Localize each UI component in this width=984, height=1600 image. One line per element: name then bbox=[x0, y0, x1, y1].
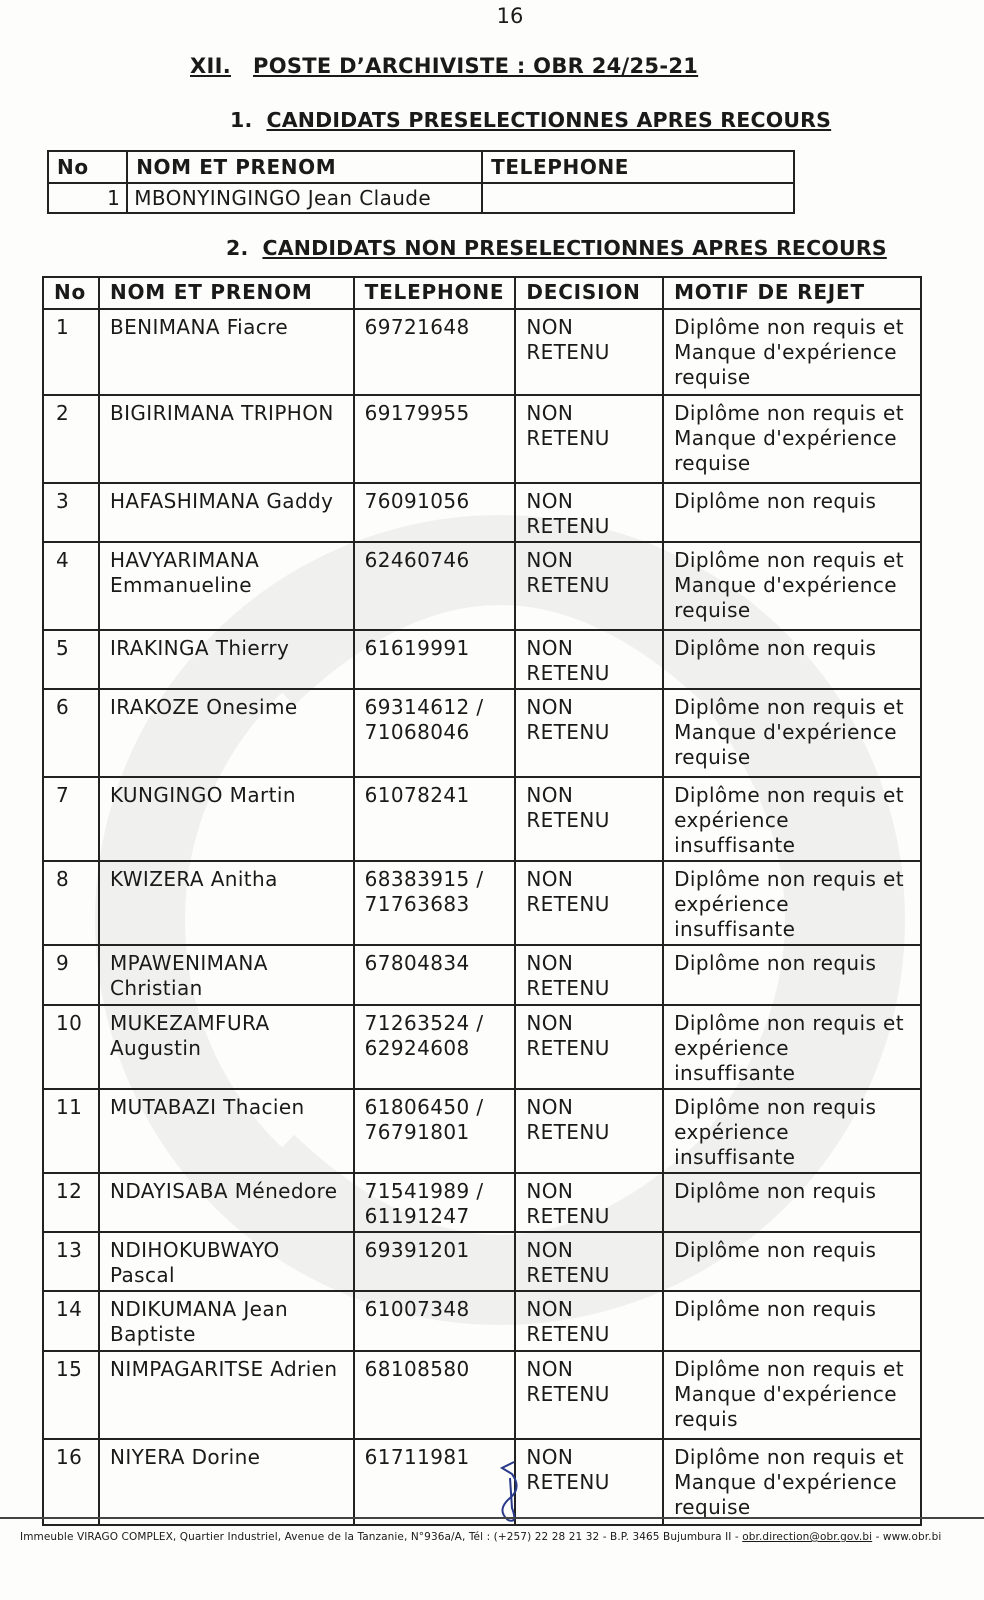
cell-decision: NON RETENU bbox=[515, 945, 663, 1005]
cell-name: MPAWENIMANA Christian bbox=[99, 945, 354, 1005]
cell-decision: NON RETENU bbox=[515, 1005, 663, 1089]
table-row bbox=[43, 1089, 921, 1173]
cell-motif: Diplôme non requis et Manque d'expérience requis bbox=[663, 1351, 921, 1439]
cell-phone: 61619991 bbox=[354, 630, 516, 689]
preselected-table bbox=[47, 150, 795, 214]
cell-phone: 62460746 bbox=[354, 542, 516, 630]
cell-decision: NON RETENU bbox=[515, 630, 663, 689]
cell-name: MUTABAZI Thacien bbox=[99, 1089, 354, 1173]
cell-no: 12 bbox=[43, 1173, 99, 1232]
cell-name: BENIMANA Fiacre bbox=[99, 309, 354, 395]
table-row bbox=[43, 1173, 921, 1232]
cell-motif: Diplôme non requis et expérience insuffisante bbox=[663, 777, 921, 861]
section-title-text: POSTE D’ARCHIVISTE : OBR 24/25-21 bbox=[253, 54, 699, 78]
header-phone: TELEPHONE bbox=[354, 277, 516, 309]
table-row bbox=[43, 1439, 921, 1525]
cell-phone: 69179955 bbox=[354, 395, 516, 483]
section-number: XII. bbox=[190, 54, 231, 78]
table-row bbox=[43, 1005, 921, 1089]
cell-decision: NON RETENU bbox=[515, 1439, 663, 1525]
table-row bbox=[43, 483, 921, 542]
table-row bbox=[48, 183, 794, 213]
table-row bbox=[43, 945, 921, 1005]
header-name: NOM ET PRENOM bbox=[127, 151, 482, 183]
cell-decision: NON RETENU bbox=[515, 861, 663, 945]
cell-name: IRAKINGA Thierry bbox=[99, 630, 354, 689]
header-no: No bbox=[43, 277, 99, 309]
header-no: No bbox=[48, 151, 127, 183]
cell-no: 1 bbox=[43, 309, 99, 395]
preselected-number: 1. bbox=[230, 108, 253, 132]
cell-phone: 61007348 bbox=[354, 1291, 516, 1351]
cell-no: 6 bbox=[43, 689, 99, 777]
cell-motif: Diplôme non requis bbox=[663, 630, 921, 689]
cell-no: 13 bbox=[43, 1232, 99, 1291]
table-row bbox=[43, 309, 921, 395]
footer bbox=[20, 1531, 980, 1543]
cell-decision: NON RETENU bbox=[515, 1232, 663, 1291]
cell-no: 10 bbox=[43, 1005, 99, 1089]
table-row bbox=[43, 861, 921, 945]
cell-no: 1 bbox=[48, 183, 127, 213]
cell-no: 14 bbox=[43, 1291, 99, 1351]
preselected-heading bbox=[230, 108, 831, 132]
cell-name: BIGIRIMANA TRIPHON bbox=[99, 395, 354, 483]
cell-decision: NON RETENU bbox=[515, 1291, 663, 1351]
cell-phone: 69314612 / 71068046 bbox=[354, 689, 516, 777]
cell-phone: 68108580 bbox=[354, 1351, 516, 1439]
cell-phone: 69391201 bbox=[354, 1232, 516, 1291]
cell-name: NIYERA Dorine bbox=[99, 1439, 354, 1525]
cell-name: IRAKOZE Onesime bbox=[99, 689, 354, 777]
cell-name: NDIKUMANA Jean Baptiste bbox=[99, 1291, 354, 1351]
cell-no: 9 bbox=[43, 945, 99, 1005]
cell-motif: Diplôme non requis bbox=[663, 483, 921, 542]
cell-motif: Diplôme non requis expérience insuffisante bbox=[663, 1089, 921, 1173]
cell-no: 16 bbox=[43, 1439, 99, 1525]
cell-motif: Diplôme non requis et expérience insuffisante bbox=[663, 861, 921, 945]
cell-name: MUKEZAMFURA Augustin bbox=[99, 1005, 354, 1089]
cell-phone: 71541989 / 61191247 bbox=[354, 1173, 516, 1232]
cell-name: NDIHOKUBWAYO Pascal bbox=[99, 1232, 354, 1291]
cell-name: NIMPAGARITSE Adrien bbox=[99, 1351, 354, 1439]
cell-phone: 76091056 bbox=[354, 483, 516, 542]
cell-decision: NON RETENU bbox=[515, 777, 663, 861]
header-decision: DECISION bbox=[515, 277, 663, 309]
footer-website: - www.obr.bi bbox=[872, 1531, 942, 1543]
cell-decision: NON RETENU bbox=[515, 309, 663, 395]
preselected-header-row bbox=[48, 151, 794, 183]
cell-name: MBONYINGINGO Jean Claude bbox=[127, 183, 482, 213]
cell-motif: Diplôme non requis et Manque d'expérience requise bbox=[663, 542, 921, 630]
cell-decision: NON RETENU bbox=[515, 542, 663, 630]
cell-decision: NON RETENU bbox=[515, 1173, 663, 1232]
cell-no: 5 bbox=[43, 630, 99, 689]
section-title bbox=[190, 54, 698, 78]
cell-phone: 61078241 bbox=[354, 777, 516, 861]
cell-motif: Diplôme non requis et Manque d'expérience requise bbox=[663, 689, 921, 777]
table-row bbox=[43, 395, 921, 483]
cell-motif: Diplôme non requis et Manque d'expérience requise bbox=[663, 1439, 921, 1525]
cell-motif: Diplôme non requis et expérience insuffisante bbox=[663, 1005, 921, 1089]
cell-decision: NON RETENU bbox=[515, 1089, 663, 1173]
header-name: NOM ET PRENOM bbox=[99, 277, 354, 309]
cell-decision: NON RETENU bbox=[515, 689, 663, 777]
cell-name: NDAYISABA Ménedore bbox=[99, 1173, 354, 1232]
table-row bbox=[43, 1351, 921, 1439]
cell-no: 2 bbox=[43, 395, 99, 483]
cell-phone: 61711981 bbox=[354, 1439, 516, 1525]
cell-motif: Diplôme non requis et Manque d'expérience requise bbox=[663, 309, 921, 395]
page-number: 16 bbox=[496, 4, 524, 28]
table-row bbox=[43, 1291, 921, 1351]
not-preselected-table bbox=[42, 276, 922, 1526]
cell-name: KUNGINGO Martin bbox=[99, 777, 354, 861]
header-motif: MOTIF DE REJET bbox=[663, 277, 921, 309]
not-preselected-heading bbox=[226, 236, 887, 260]
footer-divider bbox=[0, 1517, 984, 1519]
footer-address: Immeuble VIRAGO COMPLEX, Quartier Industriel, Avenue de la Tanzanie, N°936a/A, Tél : (+257) 22 28 21 32 - B.P. 3465 Bujumbura II - bbox=[20, 1531, 743, 1543]
cell-motif: Diplôme non requis et Manque d'expérience requise bbox=[663, 395, 921, 483]
cell-phone: 61806450 / 76791801 bbox=[354, 1089, 516, 1173]
cell-motif: Diplôme non requis bbox=[663, 1291, 921, 1351]
cell-phone: 69721648 bbox=[354, 309, 516, 395]
table-row bbox=[43, 630, 921, 689]
header-phone: TELEPHONE bbox=[482, 151, 794, 183]
cell-no: 11 bbox=[43, 1089, 99, 1173]
cell-no: 3 bbox=[43, 483, 99, 542]
cell-no: 4 bbox=[43, 542, 99, 630]
cell-decision: NON RETENU bbox=[515, 483, 663, 542]
table-row bbox=[43, 777, 921, 861]
not-preselected-header-row bbox=[43, 277, 921, 309]
footer-email[interactable]: obr.direction@obr.gov.bi bbox=[742, 1531, 873, 1543]
cell-no: 15 bbox=[43, 1351, 99, 1439]
not-preselected-number: 2. bbox=[226, 236, 249, 260]
cell-phone bbox=[482, 183, 794, 213]
cell-no: 7 bbox=[43, 777, 99, 861]
cell-phone: 71263524 / 62924608 bbox=[354, 1005, 516, 1089]
table-row bbox=[43, 689, 921, 777]
cell-decision: NON RETENU bbox=[515, 395, 663, 483]
cell-decision: NON RETENU bbox=[515, 1351, 663, 1439]
cell-motif: Diplôme non requis bbox=[663, 945, 921, 1005]
cell-motif: Diplôme non requis bbox=[663, 1232, 921, 1291]
cell-name: HAVYARIMANA Emmanueline bbox=[99, 542, 354, 630]
cell-no: 8 bbox=[43, 861, 99, 945]
cell-name: KWIZERA Anitha bbox=[99, 861, 354, 945]
table-row bbox=[43, 1232, 921, 1291]
cell-phone: 67804834 bbox=[354, 945, 516, 1005]
not-preselected-title: CANDIDATS NON PRESELECTIONNES APRES RECOURS bbox=[262, 236, 887, 260]
table-row bbox=[43, 542, 921, 630]
preselected-title: CANDIDATS PRESELECTIONNES APRES RECOURS bbox=[266, 108, 832, 132]
cell-phone: 68383915 / 71763683 bbox=[354, 861, 516, 945]
cell-name: HAFASHIMANA Gaddy bbox=[99, 483, 354, 542]
cell-motif: Diplôme non requis bbox=[663, 1173, 921, 1232]
